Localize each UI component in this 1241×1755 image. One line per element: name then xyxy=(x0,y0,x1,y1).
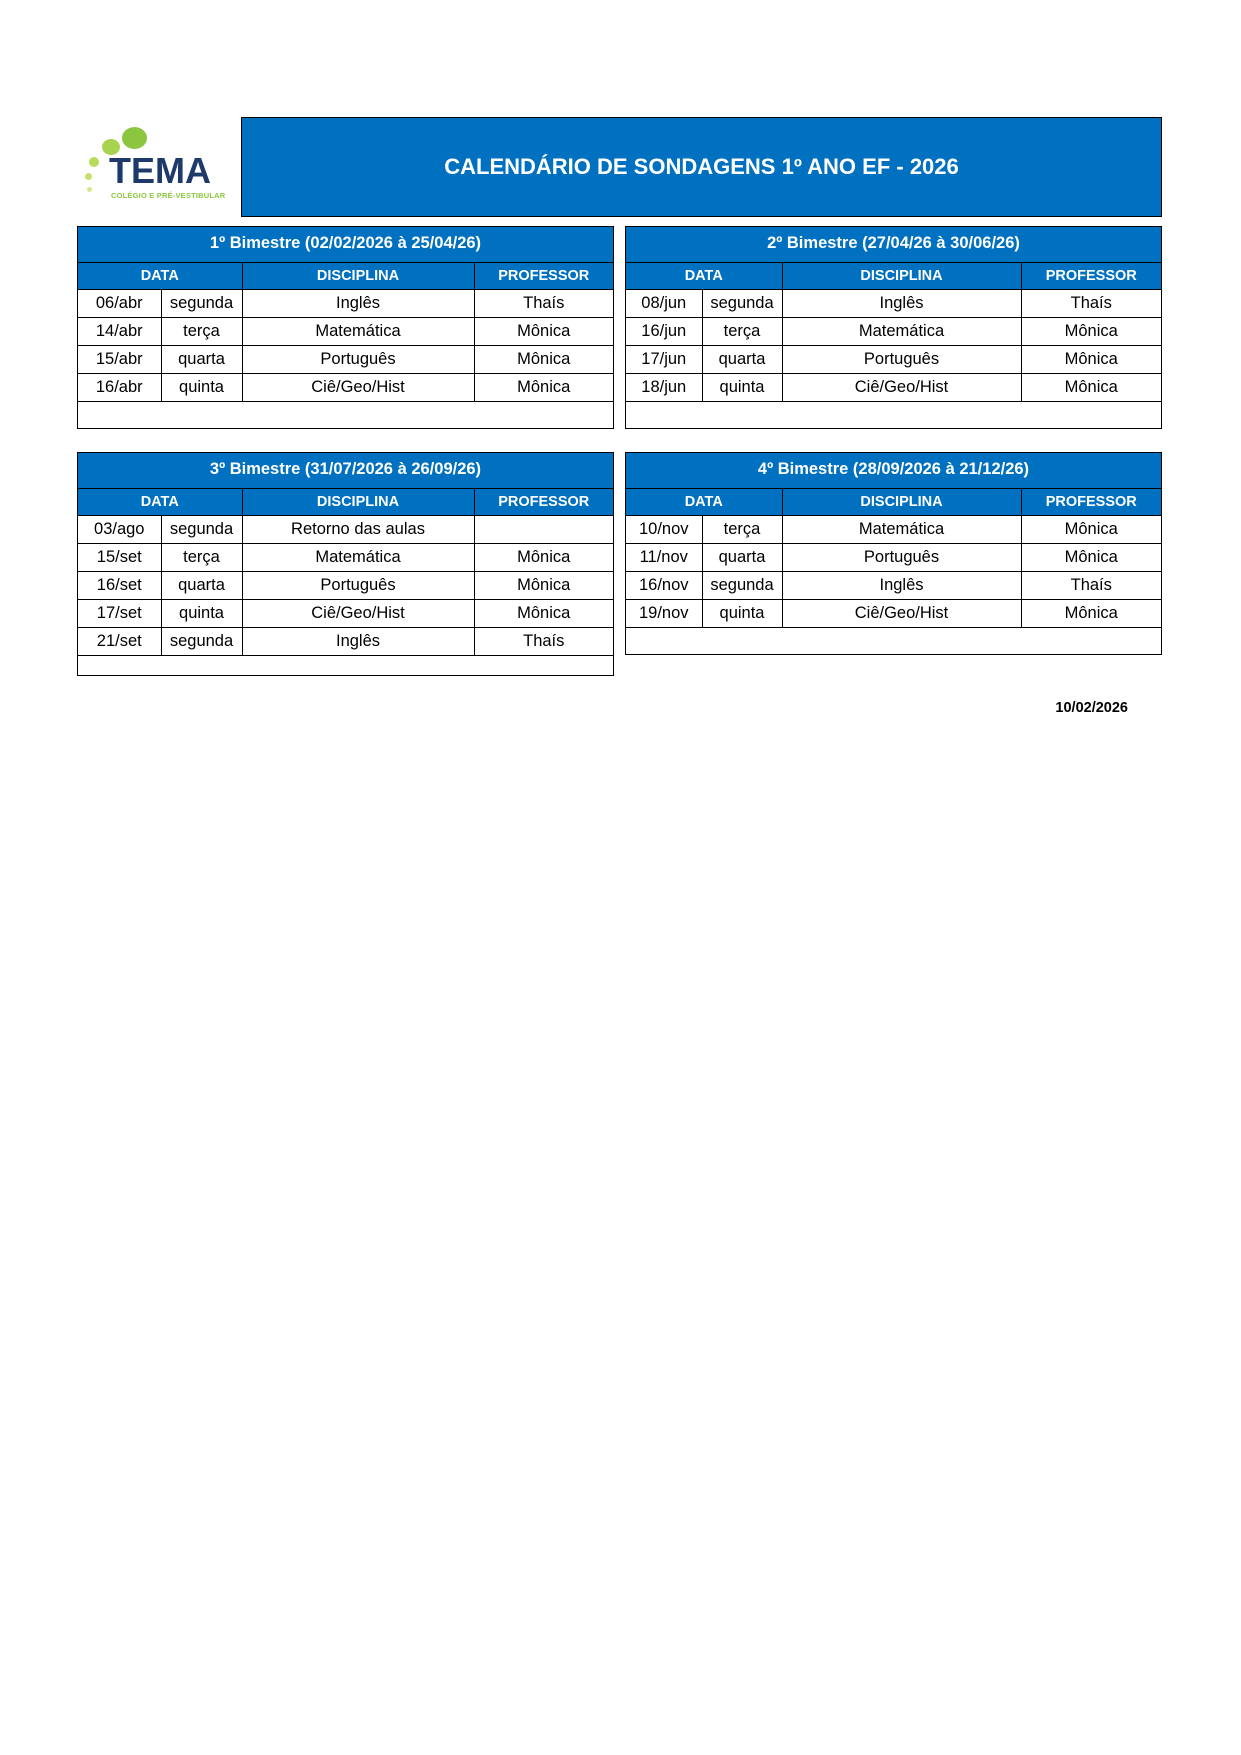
logo-brand-text: TEMA xyxy=(109,150,211,191)
cell-discipline: Matemática xyxy=(242,318,474,346)
table-row xyxy=(78,318,613,346)
column-header-row xyxy=(626,489,1161,516)
table-row xyxy=(626,346,1161,374)
cell-weekday: quarta xyxy=(161,346,242,374)
table-row xyxy=(78,600,613,628)
cell-date: 03/ago xyxy=(78,516,161,544)
cell-date: 10/nov xyxy=(626,516,702,544)
col-header-professor: PROFESSOR xyxy=(1021,489,1161,516)
cell-weekday: segunda xyxy=(161,628,242,656)
cell-weekday: segunda xyxy=(702,290,782,318)
table-row xyxy=(626,600,1161,628)
cell-discipline: Matemática xyxy=(242,544,474,572)
empty-row xyxy=(626,402,1161,429)
cell-discipline: Inglês xyxy=(782,572,1021,600)
cell-discipline: Inglês xyxy=(242,290,474,318)
empty-row xyxy=(78,656,613,676)
table-row xyxy=(626,374,1161,402)
cell-professor: Thaís xyxy=(474,290,613,318)
cell-professor: Thaís xyxy=(1021,290,1161,318)
cell-weekday: quarta xyxy=(702,346,782,374)
issue-date: 10/02/2026 xyxy=(1055,700,1128,716)
cell-date: 15/set xyxy=(78,544,161,572)
cell-professor xyxy=(474,516,613,544)
col-header-professor: PROFESSOR xyxy=(474,263,613,290)
cell-discipline: Matemática xyxy=(782,318,1021,346)
cell-professor: Thaís xyxy=(1021,572,1161,600)
cell-date: 16/set xyxy=(78,572,161,600)
empty-cell xyxy=(626,628,1161,655)
column-header-row xyxy=(78,263,613,290)
cell-date: 17/jun xyxy=(626,346,702,374)
col-header-discipline: DISCIPLINA xyxy=(782,489,1021,516)
cell-weekday: quarta xyxy=(702,544,782,572)
cell-weekday: quinta xyxy=(161,600,242,628)
empty-cell xyxy=(78,402,613,429)
cell-date: 11/nov xyxy=(626,544,702,572)
table-row xyxy=(626,318,1161,346)
page-header xyxy=(77,117,1162,217)
period-title: 3º Bimestre (31/07/2026 à 26/09/26) xyxy=(78,453,613,489)
cell-professor: Mônica xyxy=(474,318,613,346)
cell-professor: Mônica xyxy=(1021,544,1161,572)
cell-professor: Mônica xyxy=(474,346,613,374)
col-header-professor: PROFESSOR xyxy=(474,489,613,516)
cell-professor: Mônica xyxy=(1021,346,1161,374)
cell-date: 16/abr xyxy=(78,374,161,402)
cell-discipline: Português xyxy=(782,544,1021,572)
logo-dot xyxy=(85,173,92,180)
cell-discipline: Português xyxy=(782,346,1021,374)
cell-weekday: segunda xyxy=(161,290,242,318)
cell-weekday: terça xyxy=(702,516,782,544)
cell-professor: Mônica xyxy=(1021,516,1161,544)
logo-dot xyxy=(87,187,92,192)
period-title: 4º Bimestre (28/09/2026 à 21/12/26) xyxy=(626,453,1161,489)
cell-discipline: Português xyxy=(242,572,474,600)
table-row xyxy=(78,516,613,544)
cell-professor: Mônica xyxy=(474,572,613,600)
cell-discipline: Português xyxy=(242,346,474,374)
table-row xyxy=(78,290,613,318)
cell-weekday: quinta xyxy=(161,374,242,402)
cell-discipline: Ciê/Geo/Hist xyxy=(242,600,474,628)
empty-row xyxy=(78,402,613,429)
column-header-row xyxy=(78,489,613,516)
table-row xyxy=(78,374,613,402)
col-header-date: DATA xyxy=(78,263,242,290)
cell-date: 19/nov xyxy=(626,600,702,628)
col-header-professor: PROFESSOR xyxy=(1021,263,1161,290)
cell-weekday: terça xyxy=(161,544,242,572)
table-row xyxy=(78,346,613,374)
school-logo xyxy=(77,117,241,217)
cell-discipline: Ciê/Geo/Hist xyxy=(782,600,1021,628)
cell-professor: Mônica xyxy=(474,374,613,402)
cell-weekday: quinta xyxy=(702,374,782,402)
cell-professor: Thaís xyxy=(474,628,613,656)
cell-professor: Mônica xyxy=(1021,374,1161,402)
table-row xyxy=(626,572,1161,600)
period-title: 2º Bimestre (27/04/26 à 30/06/26) xyxy=(626,227,1161,263)
cell-date: 16/jun xyxy=(626,318,702,346)
period-title: 1º Bimestre (02/02/2026 à 25/04/26) xyxy=(78,227,613,263)
cell-professor: Mônica xyxy=(1021,600,1161,628)
cell-discipline: Ciê/Geo/Hist xyxy=(782,374,1021,402)
cell-weekday: segunda xyxy=(702,572,782,600)
table-row xyxy=(626,290,1161,318)
cell-weekday: quinta xyxy=(702,600,782,628)
table-row xyxy=(626,544,1161,572)
period-table-4 xyxy=(625,452,1162,655)
period-table-1 xyxy=(77,226,614,429)
cell-date: 16/nov xyxy=(626,572,702,600)
cell-date: 15/abr xyxy=(78,346,161,374)
title-banner xyxy=(241,117,1162,217)
logo-tagline: COLÉGIO E PRÉ-VESTIBULAR xyxy=(111,191,226,200)
table-row xyxy=(626,516,1161,544)
period-table-3 xyxy=(77,452,614,676)
cell-date: 17/set xyxy=(78,600,161,628)
cell-discipline: Inglês xyxy=(242,628,474,656)
cell-discipline: Matemática xyxy=(782,516,1021,544)
empty-row xyxy=(626,628,1161,655)
empty-cell xyxy=(78,656,613,676)
cell-date: 14/abr xyxy=(78,318,161,346)
table-row xyxy=(78,572,613,600)
table-row xyxy=(78,544,613,572)
col-header-date: DATA xyxy=(78,489,242,516)
cell-weekday: quarta xyxy=(161,572,242,600)
cell-discipline: Ciê/Geo/Hist xyxy=(242,374,474,402)
table-row xyxy=(78,628,613,656)
period-table-2 xyxy=(625,226,1162,429)
cell-date: 18/jun xyxy=(626,374,702,402)
col-header-discipline: DISCIPLINA xyxy=(242,489,474,516)
logo-dot xyxy=(89,157,99,167)
cell-professor: Mônica xyxy=(1021,318,1161,346)
cell-date: 08/jun xyxy=(626,290,702,318)
col-header-discipline: DISCIPLINA xyxy=(782,263,1021,290)
cell-weekday: segunda xyxy=(161,516,242,544)
page-title: CALENDÁRIO DE SONDAGENS 1º ANO EF - 2026 xyxy=(444,154,959,179)
col-header-date: DATA xyxy=(626,489,782,516)
column-header-row xyxy=(626,263,1161,290)
cell-discipline: Retorno das aulas xyxy=(242,516,474,544)
cell-professor: Mônica xyxy=(474,544,613,572)
cell-weekday: terça xyxy=(702,318,782,346)
cell-discipline: Inglês xyxy=(782,290,1021,318)
col-header-discipline: DISCIPLINA xyxy=(242,263,474,290)
cell-professor: Mônica xyxy=(474,600,613,628)
cell-weekday: terça xyxy=(161,318,242,346)
cell-date: 21/set xyxy=(78,628,161,656)
logo-dot xyxy=(122,127,147,149)
cell-date: 06/abr xyxy=(78,290,161,318)
col-header-date: DATA xyxy=(626,263,782,290)
empty-cell xyxy=(626,402,1161,429)
